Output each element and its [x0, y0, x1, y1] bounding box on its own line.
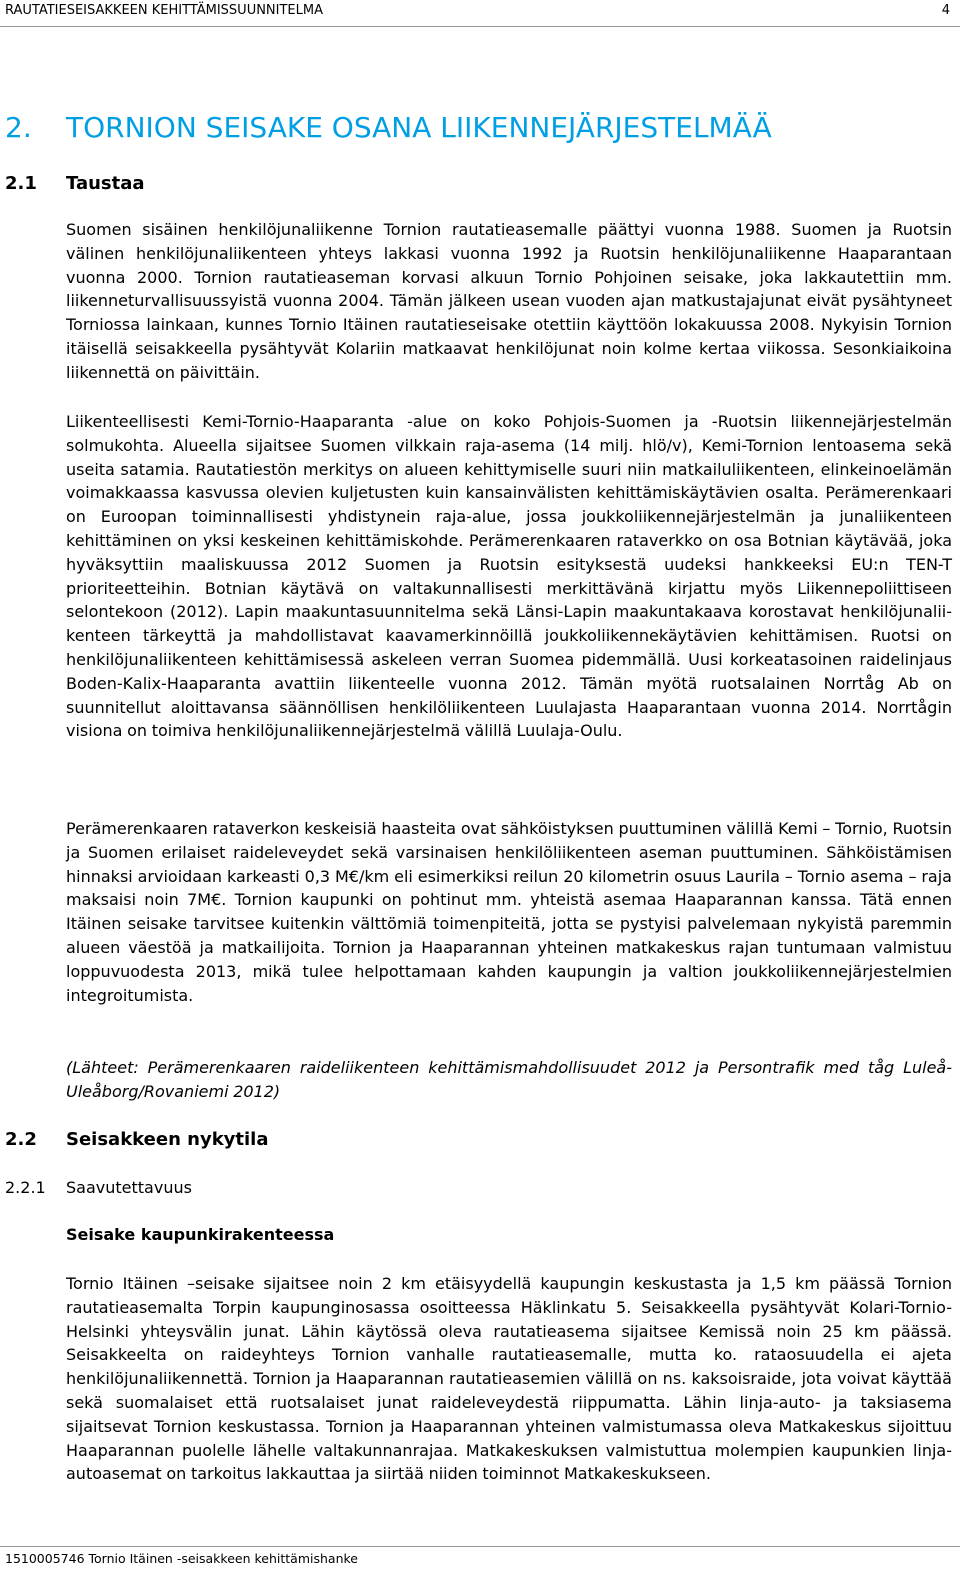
subsection-title: Seisakkeen nykytila — [66, 1129, 269, 1150]
subsection-title: Taustaa — [66, 173, 145, 194]
page-header — [5, 3, 950, 21]
page-number: 4 — [941, 3, 950, 18]
section-number: 2. — [5, 111, 32, 144]
section-title: TORNION SEISAKE OSANA LIIKENNEJÄRJESTELMÄÄ — [66, 111, 772, 144]
source-note: (Lähteet: Perämerenkaaren raideliikenteen kehittämismahdollisuudet 2012 ja Persontrafik med tåg Luleå-Uleåborg/Rovaniemi 2012) — [66, 1058, 952, 1101]
subsection-number: 2.2.1 — [5, 1178, 46, 1197]
paragraph-background-1: Suomen sisäinen henkilöjunaliikenne Tornion rautatieasemalle päättyi vuonna 1988. Suomen ja Ruotsin välinen henkilöjunaliikenteen yhteys lakkasi vuonna 1992 ja Ruotsin henkilöjunaliikenne Haaparantaan vuonna 2000. Tornion rautatieaseman korvasi alkuun Tornio Pohjoinen seisake, joka lakkautettiin mm. liikenneturvallisuussyistä vuonna 2004. Tämän jälkeen usean vuoden ajan matkustajajunat eivät pysähtyneet Torniossa lainkaan, kunnes Tornio Itäinen rautatieseisake otettiin käyttöön lokakuussa 2008. Nykyisin Tornion itäisellä seisakkeella pysähtyvät Kolariin matkaavat henkilöjunat noin kolme kertaa viikossa. Sesonkiaikoina liikennettä on päivittäin. — [66, 220, 952, 382]
page-footer: 1510005746 Tornio Itäinen -seisakkeen kehittämishanke — [5, 1551, 358, 1566]
section-heading — [5, 111, 772, 144]
subsection-heading-2-2-1 — [5, 1178, 192, 1197]
footer-divider — [0, 1546, 960, 1547]
subheading-urban-structure: Seisake kaupunkirakenteessa — [66, 1225, 335, 1244]
subsection-number: 2.1 — [5, 173, 37, 194]
document-title: RAUTATIESEISAKKEEN KEHITTÄMISSUUNNITELMA — [5, 3, 323, 18]
paragraph-background-3: Perämerenkaaren rataverkon keskeisiä haasteita ovat sähköistyksen puuttuminen välillä Kemi – Tornio, Ruotsin ja Suomen erilaiset raideleveydet sekä varsinaisen henkilöliikenteen aseman puuttuminen. Sähköistämisen hinnaksi arvioidaan karkeasti 0,3 M€/km eli esimerkiksi reilun 20 kilometrin osuus Laurila – Tornio asema – raja maksaisi noin 7M€. Tornion kaupunki on pohtinut mm. yhteistä asemaa Haaparannan kanssa. Tätä ennen Itäinen seisake tarvitsee kuitenkin välttömiä toimenpiteitä, jotta se pystyisi palvelemaan nykyistä paremmin alueen väestöä ja matkailijoita. Tornion ja Haaparannan yhteinen matkakeskus rajan tuntumaan valmistuu loppuvuodesta 2013, mikä tulee helpottamaan kahden kaupungin ja valtion joukkoliikennejärjestelmien integroitumista. — [66, 819, 952, 1005]
paragraph-background-2: Liikenteellisesti Kemi-Tornio-Haaparanta -alue on koko Pohjois-Suomen ja -Ruotsin liikennejärjestelmän solmukohta. Alueella sijaitsee Suomen vilkkain raja-asema (14 milj. hlö/v), Kemi-Tornion lentoasema sekä useita satamia. Rautatiestön merkitys on alueen kehittymiselle suuri niin matkailuliikenteen, elinkeinoelämän voimakkaassa kasvussa olevien kuljetusten kuin kansainvälisten kehittämiskäytävien osalta. Perämerenkaari on Euroopan toiminnallisesti yhdistynein raja-alue, jossa joukkoliikennejärjestelmän ja junaliikenteen kehittäminen on yksi keskeinen kehittämiskohde. Perämerenkaaren rataverkko on osa Botnian käytävää, joka hyväksyttiin maaliskuussa 2012 Suomen ja Ruotsin esityksestä uudeksi hankkeeksi EU:n TEN-T prioriteetteihin. Botnian käytävä on valtakunnallisesti merkittävänä kirjattu myös Liikennepoliittiseen selontekoon (2012). Lapin maakuntasuunnitelma sekä Länsi-Lapin maakuntakaava korostavat henkilöjunaliikenteen tärkeyttä ja mahdollistavat kaavamerkinnöillä joukkoliikennekäytävien kehittämisen. Ruotsi on henkilöjunaliikenteen kehittämisessä askeleen verran Suomea pidemmällä. Uusi korkeatasoinen raidelinjaus Boden-Kalix-Haaparanta avattiin liikenteelle vuonna 2012. Tämän myötä ruotsalainen Norrtåg Ab on suunnitellut aloittavansa säännöllisen henkilöliikenteen Luulajasta Haaparantaan vuonna 2014. Norrtågin visiona on toimiva henkilöjunaliikennejärjestelmä välillä Luulaja-Oulu. — [66, 412, 952, 741]
subsection-number: 2.2 — [5, 1129, 37, 1150]
subsection-heading-2-2 — [5, 1129, 269, 1150]
subsection-heading-2-1 — [5, 173, 145, 194]
paragraph-accessibility: Tornio Itäinen –seisake sijaitsee noin 2 km etäisyydellä kaupungin keskustasta ja 1,5 km päässä Tornion rautatieasemalta Torpin kaupunginosassa osoitteessa Häklinkatu 5. Seisakkeella pysähtyvät Kolari-Tornio-Helsinki yhteysvälin junat. Lähin käytössä oleva rautatieasema sijaitsee Kemissä noin 25 km päässä. Seisakkeelta on raideyhteys Tornion vanhalle rautatieasemalle, mutta ko. rataosuudella ei ajeta henkilöjunaliikennettä. Tornion ja Haaparannan rautatieasemien välillä on ns. kaksoisraide, jota voivat käyttää sekä suomalaiset että ruotsalaiset junat raideleveydestä riippumatta. Lähin linja-auto- ja taksiasema sijaitsevat Tornion keskustassa. Tornion ja Haaparannan yhteinen valmistumassa oleva Matkakeskus sijoittuu Haaparannan puolelle lähelle valtakunnanrajaa. Matkakeskuksen valmistuttua molempien kaupunkien linja-autoasemat on tarkoitus lakkauttaa ja siirtää niiden toiminnot Matkakeskukseen. — [66, 1274, 952, 1484]
header-divider — [0, 26, 960, 27]
subsection-title: Saavutettavuus — [66, 1178, 192, 1197]
